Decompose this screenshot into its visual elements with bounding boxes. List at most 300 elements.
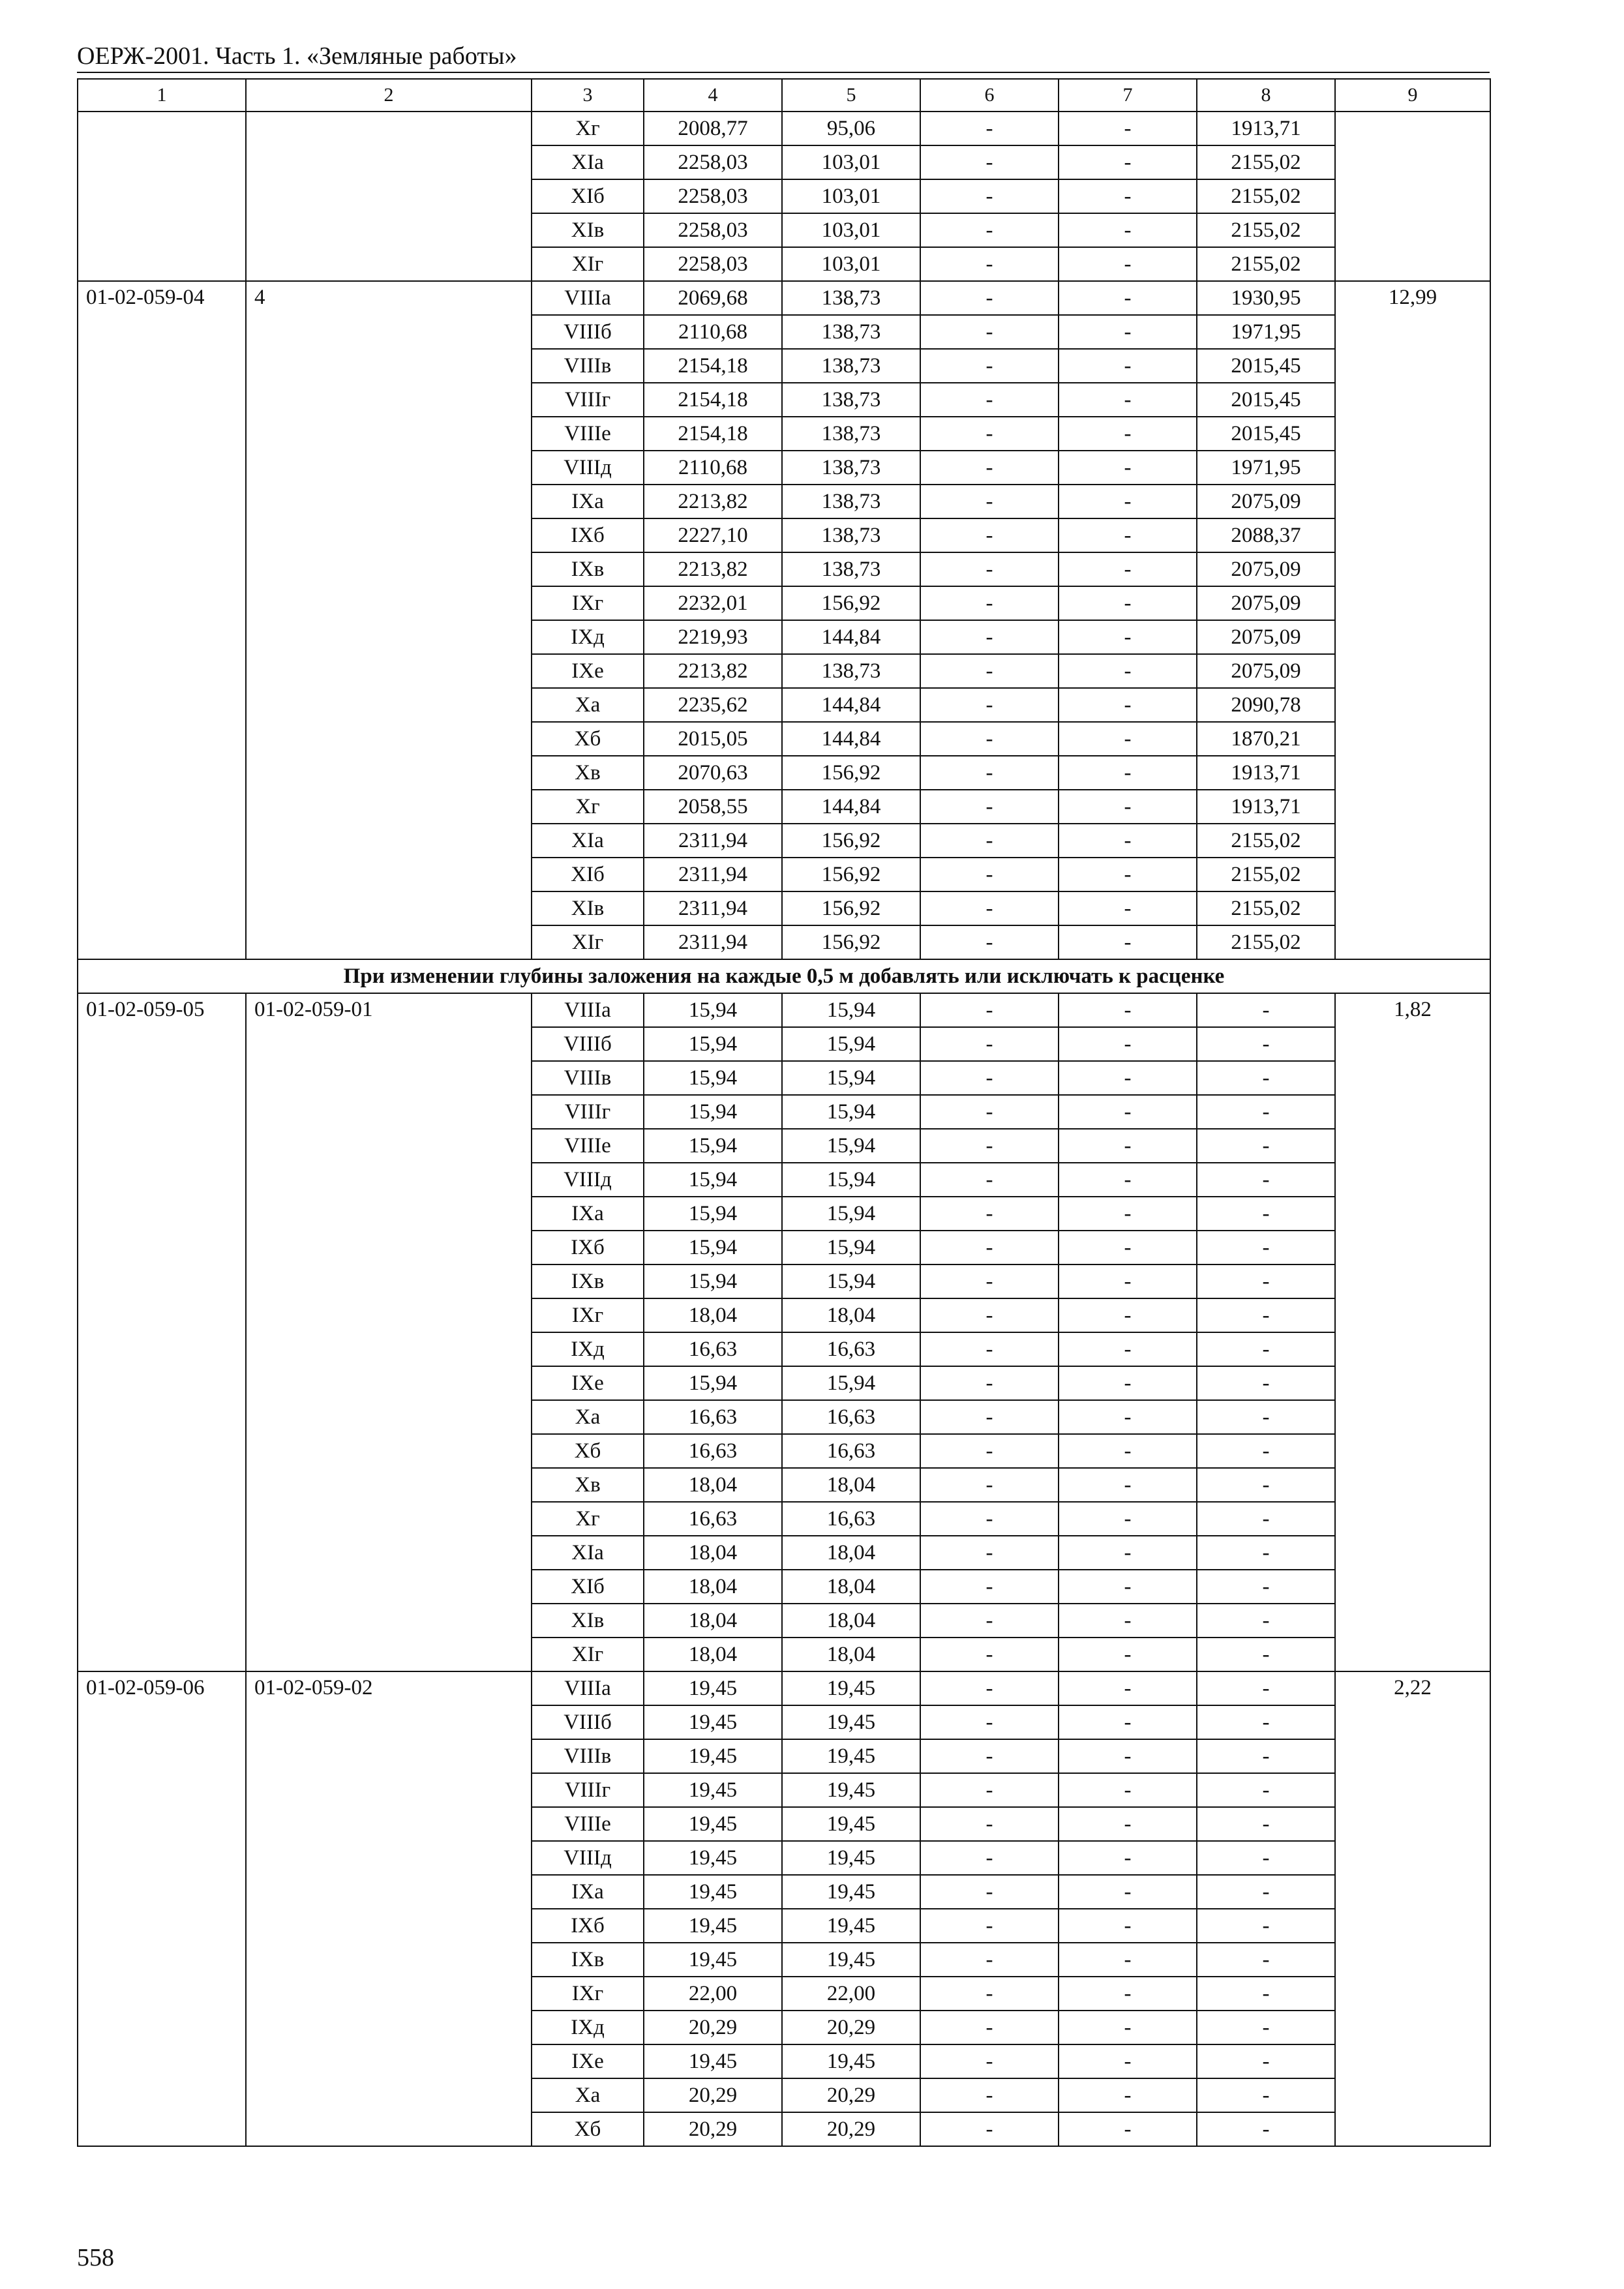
- total-cost-cell: 19,45: [644, 1807, 782, 1841]
- driver-wage-cell: -: [1059, 518, 1197, 552]
- materials-cell: 2155,02: [1197, 247, 1335, 281]
- reference-cell: 01-02-059-01: [246, 993, 532, 1671]
- materials-cell: -: [1197, 1570, 1335, 1604]
- driver-wage-cell: -: [1059, 1129, 1197, 1163]
- labor-hours-cell: [1335, 112, 1490, 281]
- machine-cost-cell: -: [920, 383, 1059, 417]
- table-body: [78, 112, 1490, 2146]
- wage-cell: 138,73: [782, 417, 920, 451]
- driver-wage-cell: -: [1059, 552, 1197, 586]
- wage-cell: 138,73: [782, 485, 920, 518]
- materials-cell: -: [1197, 1705, 1335, 1739]
- grade-cell: ХIб: [532, 858, 644, 891]
- materials-cell: 1930,95: [1197, 281, 1335, 315]
- wage-cell: 144,84: [782, 620, 920, 654]
- materials-cell: -: [1197, 1909, 1335, 1943]
- machine-cost-cell: -: [920, 1671, 1059, 1705]
- driver-wage-cell: -: [1059, 1536, 1197, 1570]
- grade-cell: ХIб: [532, 1570, 644, 1604]
- wage-cell: 20,29: [782, 2112, 920, 2146]
- materials-cell: -: [1197, 993, 1335, 1027]
- wage-cell: 18,04: [782, 1468, 920, 1502]
- total-cost-cell: 20,29: [644, 2078, 782, 2112]
- total-cost-cell: 19,45: [644, 1875, 782, 1909]
- machine-cost-cell: -: [920, 1773, 1059, 1807]
- total-cost-cell: 15,94: [644, 1129, 782, 1163]
- materials-cell: 1913,71: [1197, 790, 1335, 824]
- grade-cell: ХIг: [532, 247, 644, 281]
- machine-cost-cell: -: [920, 1027, 1059, 1061]
- total-cost-cell: 2110,68: [644, 451, 782, 485]
- grade-cell: Хг: [532, 790, 644, 824]
- page-header-title: ОЕРЖ-2001. Часть 1. «Земляные работы»: [77, 42, 517, 70]
- total-cost-cell: 19,45: [644, 1739, 782, 1773]
- machine-cost-cell: -: [920, 2044, 1059, 2078]
- reference-cell: [246, 112, 532, 281]
- total-cost-cell: 19,45: [644, 1841, 782, 1875]
- machine-cost-cell: -: [920, 1739, 1059, 1773]
- column-header-8: 8: [1197, 79, 1335, 112]
- materials-cell: -: [1197, 1027, 1335, 1061]
- total-cost-cell: 2213,82: [644, 485, 782, 518]
- grade-cell: IХа: [532, 1875, 644, 1909]
- materials-cell: -: [1197, 1061, 1335, 1095]
- machine-cost-cell: -: [920, 145, 1059, 179]
- grade-cell: VIIIб: [532, 315, 644, 349]
- materials-cell: -: [1197, 1841, 1335, 1875]
- machine-cost-cell: -: [920, 349, 1059, 383]
- materials-cell: -: [1197, 1264, 1335, 1298]
- driver-wage-cell: -: [1059, 1739, 1197, 1773]
- total-cost-cell: 2258,03: [644, 247, 782, 281]
- materials-cell: -: [1197, 1943, 1335, 1977]
- wage-cell: 15,94: [782, 1264, 920, 1298]
- materials-cell: -: [1197, 1536, 1335, 1570]
- column-header-2: 2: [246, 79, 532, 112]
- reference-cell: 4: [246, 281, 532, 959]
- total-cost-cell: 2110,68: [644, 315, 782, 349]
- driver-wage-cell: -: [1059, 858, 1197, 891]
- machine-cost-cell: -: [920, 1400, 1059, 1434]
- materials-cell: -: [1197, 1671, 1335, 1705]
- materials-cell: 2155,02: [1197, 213, 1335, 247]
- table-header: [78, 79, 1490, 112]
- driver-wage-cell: -: [1059, 1671, 1197, 1705]
- materials-cell: -: [1197, 1638, 1335, 1671]
- total-cost-cell: 18,04: [644, 1604, 782, 1638]
- column-header-5: 5: [782, 79, 920, 112]
- driver-wage-cell: -: [1059, 485, 1197, 518]
- materials-cell: -: [1197, 1197, 1335, 1231]
- wage-cell: 18,04: [782, 1570, 920, 1604]
- total-cost-cell: 15,94: [644, 1095, 782, 1129]
- driver-wage-cell: -: [1059, 756, 1197, 790]
- grade-cell: Хв: [532, 756, 644, 790]
- grade-cell: VIIIд: [532, 1163, 644, 1197]
- total-cost-cell: 18,04: [644, 1298, 782, 1332]
- grade-cell: VIIIа: [532, 1671, 644, 1705]
- table-row: [78, 112, 1490, 145]
- total-cost-cell: 15,94: [644, 1366, 782, 1400]
- wage-cell: 15,94: [782, 1163, 920, 1197]
- materials-cell: -: [1197, 1366, 1335, 1400]
- wage-cell: 19,45: [782, 1841, 920, 1875]
- materials-cell: -: [1197, 2078, 1335, 2112]
- wage-cell: 103,01: [782, 247, 920, 281]
- total-cost-cell: 2213,82: [644, 552, 782, 586]
- wage-cell: 15,94: [782, 1095, 920, 1129]
- materials-cell: 1870,21: [1197, 722, 1335, 756]
- grade-cell: VIIIв: [532, 349, 644, 383]
- column-header-7: 7: [1059, 79, 1197, 112]
- driver-wage-cell: -: [1059, 1366, 1197, 1400]
- driver-wage-cell: -: [1059, 1332, 1197, 1366]
- materials-cell: -: [1197, 1400, 1335, 1434]
- grade-cell: ХIв: [532, 213, 644, 247]
- materials-cell: -: [1197, 2044, 1335, 2078]
- total-cost-cell: 16,63: [644, 1332, 782, 1366]
- materials-cell: -: [1197, 1604, 1335, 1638]
- machine-cost-cell: -: [920, 2112, 1059, 2146]
- grade-cell: Хб: [532, 722, 644, 756]
- grade-cell: IХа: [532, 1197, 644, 1231]
- machine-cost-cell: -: [920, 1095, 1059, 1129]
- wage-cell: 18,04: [782, 1536, 920, 1570]
- wage-cell: 103,01: [782, 145, 920, 179]
- driver-wage-cell: -: [1059, 315, 1197, 349]
- total-cost-cell: 2311,94: [644, 824, 782, 858]
- grade-cell: VIIIе: [532, 1807, 644, 1841]
- wage-cell: 16,63: [782, 1332, 920, 1366]
- driver-wage-cell: -: [1059, 1095, 1197, 1129]
- grade-cell: ХIв: [532, 1604, 644, 1638]
- column-header-4: 4: [644, 79, 782, 112]
- driver-wage-cell: -: [1059, 1061, 1197, 1095]
- total-cost-cell: 15,94: [644, 993, 782, 1027]
- total-cost-cell: 2258,03: [644, 179, 782, 213]
- total-cost-cell: 2015,05: [644, 722, 782, 756]
- grade-cell: IХб: [532, 1909, 644, 1943]
- driver-wage-cell: -: [1059, 349, 1197, 383]
- machine-cost-cell: -: [920, 586, 1059, 620]
- column-header-9: 9: [1335, 79, 1490, 112]
- driver-wage-cell: -: [1059, 179, 1197, 213]
- grade-cell: IХд: [532, 1332, 644, 1366]
- total-cost-cell: 18,04: [644, 1468, 782, 1502]
- grade-cell: ХIг: [532, 1638, 644, 1671]
- wage-cell: 22,00: [782, 1977, 920, 2011]
- machine-cost-cell: -: [920, 1638, 1059, 1671]
- materials-cell: 2155,02: [1197, 925, 1335, 959]
- materials-cell: 2075,09: [1197, 654, 1335, 688]
- wage-cell: 18,04: [782, 1298, 920, 1332]
- labor-hours-cell: 2,22: [1335, 1671, 1490, 2146]
- grade-cell: ХIа: [532, 824, 644, 858]
- wage-cell: 19,45: [782, 1943, 920, 1977]
- wage-cell: 144,84: [782, 722, 920, 756]
- labor-hours-cell: 12,99: [1335, 281, 1490, 959]
- materials-cell: -: [1197, 1977, 1335, 2011]
- wage-cell: 95,06: [782, 112, 920, 145]
- wage-cell: 19,45: [782, 1671, 920, 1705]
- driver-wage-cell: -: [1059, 1434, 1197, 1468]
- driver-wage-cell: -: [1059, 1875, 1197, 1909]
- materials-cell: -: [1197, 1332, 1335, 1366]
- wage-cell: 18,04: [782, 1604, 920, 1638]
- driver-wage-cell: -: [1059, 247, 1197, 281]
- wage-cell: 15,94: [782, 1197, 920, 1231]
- machine-cost-cell: -: [920, 1875, 1059, 1909]
- grade-cell: IХд: [532, 620, 644, 654]
- labor-hours-cell: 1,82: [1335, 993, 1490, 1671]
- grade-cell: VIIIг: [532, 1095, 644, 1129]
- wage-cell: 144,84: [782, 688, 920, 722]
- materials-cell: 2155,02: [1197, 145, 1335, 179]
- wage-cell: 19,45: [782, 1807, 920, 1841]
- driver-wage-cell: -: [1059, 654, 1197, 688]
- machine-cost-cell: -: [920, 993, 1059, 1027]
- machine-cost-cell: -: [920, 552, 1059, 586]
- materials-cell: -: [1197, 1163, 1335, 1197]
- driver-wage-cell: -: [1059, 1502, 1197, 1536]
- wage-cell: 18,04: [782, 1638, 920, 1671]
- wage-cell: 144,84: [782, 790, 920, 824]
- wage-cell: 16,63: [782, 1400, 920, 1434]
- wage-cell: 138,73: [782, 349, 920, 383]
- wage-cell: 156,92: [782, 891, 920, 925]
- materials-cell: 1971,95: [1197, 451, 1335, 485]
- driver-wage-cell: -: [1059, 145, 1197, 179]
- materials-cell: 1971,95: [1197, 315, 1335, 349]
- total-cost-cell: 15,94: [644, 1264, 782, 1298]
- total-cost-cell: 15,94: [644, 1197, 782, 1231]
- total-cost-cell: 15,94: [644, 1163, 782, 1197]
- materials-cell: -: [1197, 1502, 1335, 1536]
- driver-wage-cell: -: [1059, 1570, 1197, 1604]
- machine-cost-cell: -: [920, 1264, 1059, 1298]
- driver-wage-cell: -: [1059, 1298, 1197, 1332]
- wage-cell: 15,94: [782, 1231, 920, 1264]
- grade-cell: IХа: [532, 485, 644, 518]
- grade-cell: ХIб: [532, 179, 644, 213]
- total-cost-cell: 2311,94: [644, 925, 782, 959]
- grade-cell: IХг: [532, 586, 644, 620]
- grade-cell: Хв: [532, 1468, 644, 1502]
- driver-wage-cell: -: [1059, 213, 1197, 247]
- total-cost-cell: 19,45: [644, 1671, 782, 1705]
- wage-cell: 19,45: [782, 1875, 920, 1909]
- wage-cell: 138,73: [782, 654, 920, 688]
- grade-cell: Ха: [532, 688, 644, 722]
- driver-wage-cell: -: [1059, 2044, 1197, 2078]
- wage-cell: 156,92: [782, 925, 920, 959]
- total-cost-cell: 2219,93: [644, 620, 782, 654]
- driver-wage-cell: -: [1059, 688, 1197, 722]
- machine-cost-cell: -: [920, 247, 1059, 281]
- machine-cost-cell: -: [920, 1604, 1059, 1638]
- machine-cost-cell: -: [920, 315, 1059, 349]
- machine-cost-cell: -: [920, 1366, 1059, 1400]
- materials-cell: -: [1197, 1875, 1335, 1909]
- wage-cell: 19,45: [782, 1909, 920, 1943]
- grade-cell: IХг: [532, 1298, 644, 1332]
- wage-cell: 19,45: [782, 1773, 920, 1807]
- total-cost-cell: 2311,94: [644, 858, 782, 891]
- rate-code-cell: 01-02-059-05: [78, 993, 246, 1671]
- total-cost-cell: 22,00: [644, 1977, 782, 2011]
- machine-cost-cell: -: [920, 518, 1059, 552]
- materials-cell: -: [1197, 1434, 1335, 1468]
- materials-cell: -: [1197, 1468, 1335, 1502]
- total-cost-cell: 2258,03: [644, 213, 782, 247]
- total-cost-cell: 2070,63: [644, 756, 782, 790]
- driver-wage-cell: -: [1059, 2078, 1197, 2112]
- total-cost-cell: 15,94: [644, 1061, 782, 1095]
- total-cost-cell: 18,04: [644, 1570, 782, 1604]
- total-cost-cell: 19,45: [644, 2044, 782, 2078]
- machine-cost-cell: -: [920, 1807, 1059, 1841]
- machine-cost-cell: -: [920, 281, 1059, 315]
- machine-cost-cell: -: [920, 620, 1059, 654]
- wage-cell: 20,29: [782, 2011, 920, 2044]
- grade-cell: IХб: [532, 518, 644, 552]
- wage-cell: 15,94: [782, 1129, 920, 1163]
- total-cost-cell: 16,63: [644, 1400, 782, 1434]
- driver-wage-cell: -: [1059, 1163, 1197, 1197]
- grade-cell: VIIIд: [532, 1841, 644, 1875]
- total-cost-cell: 2213,82: [644, 654, 782, 688]
- total-cost-cell: 19,45: [644, 1705, 782, 1739]
- wage-cell: 103,01: [782, 179, 920, 213]
- grade-cell: ХIа: [532, 1536, 644, 1570]
- machine-cost-cell: -: [920, 1705, 1059, 1739]
- total-cost-cell: 2154,18: [644, 383, 782, 417]
- table-row: [78, 1671, 1490, 1705]
- materials-cell: -: [1197, 1739, 1335, 1773]
- driver-wage-cell: -: [1059, 993, 1197, 1027]
- machine-cost-cell: -: [920, 688, 1059, 722]
- wage-cell: 138,73: [782, 383, 920, 417]
- machine-cost-cell: -: [920, 1570, 1059, 1604]
- column-header-1: 1: [78, 79, 246, 112]
- driver-wage-cell: -: [1059, 1705, 1197, 1739]
- machine-cost-cell: -: [920, 451, 1059, 485]
- driver-wage-cell: -: [1059, 925, 1197, 959]
- total-cost-cell: 2311,94: [644, 891, 782, 925]
- machine-cost-cell: -: [920, 179, 1059, 213]
- grade-cell: VIIIе: [532, 417, 644, 451]
- grade-cell: Ха: [532, 2078, 644, 2112]
- grade-cell: IХг: [532, 1977, 644, 2011]
- wage-cell: 16,63: [782, 1434, 920, 1468]
- driver-wage-cell: -: [1059, 1400, 1197, 1434]
- driver-wage-cell: -: [1059, 2011, 1197, 2044]
- wage-cell: 138,73: [782, 281, 920, 315]
- grade-cell: VIIIа: [532, 993, 644, 1027]
- table-row: [78, 281, 1490, 315]
- total-cost-cell: 2069,68: [644, 281, 782, 315]
- wage-cell: 15,94: [782, 1027, 920, 1061]
- driver-wage-cell: -: [1059, 451, 1197, 485]
- machine-cost-cell: -: [920, 925, 1059, 959]
- wage-cell: 138,73: [782, 451, 920, 485]
- column-header-3: 3: [532, 79, 644, 112]
- grade-cell: IХе: [532, 654, 644, 688]
- machine-cost-cell: -: [920, 485, 1059, 518]
- machine-cost-cell: -: [920, 824, 1059, 858]
- total-cost-cell: 16,63: [644, 1434, 782, 1468]
- total-cost-cell: 2235,62: [644, 688, 782, 722]
- driver-wage-cell: -: [1059, 1773, 1197, 1807]
- driver-wage-cell: -: [1059, 281, 1197, 315]
- machine-cost-cell: -: [920, 722, 1059, 756]
- materials-cell: -: [1197, 1807, 1335, 1841]
- materials-cell: 1913,71: [1197, 112, 1335, 145]
- wage-cell: 156,92: [782, 756, 920, 790]
- wage-cell: 16,63: [782, 1502, 920, 1536]
- machine-cost-cell: -: [920, 1536, 1059, 1570]
- materials-cell: 2155,02: [1197, 891, 1335, 925]
- rate-code-cell: 01-02-059-04: [78, 281, 246, 959]
- machine-cost-cell: -: [920, 1909, 1059, 1943]
- wage-cell: 103,01: [782, 213, 920, 247]
- driver-wage-cell: -: [1059, 1264, 1197, 1298]
- materials-cell: 2155,02: [1197, 179, 1335, 213]
- total-cost-cell: 18,04: [644, 1536, 782, 1570]
- driver-wage-cell: -: [1059, 1197, 1197, 1231]
- total-cost-cell: 15,94: [644, 1231, 782, 1264]
- driver-wage-cell: -: [1059, 891, 1197, 925]
- driver-wage-cell: -: [1059, 1231, 1197, 1264]
- rates-table: [77, 78, 1491, 2147]
- driver-wage-cell: -: [1059, 1807, 1197, 1841]
- grade-cell: VIIIа: [532, 281, 644, 315]
- rate-code-cell: [78, 112, 246, 281]
- grade-cell: VIIIв: [532, 1739, 644, 1773]
- machine-cost-cell: -: [920, 1434, 1059, 1468]
- driver-wage-cell: -: [1059, 586, 1197, 620]
- wage-cell: 19,45: [782, 1739, 920, 1773]
- materials-cell: 1913,71: [1197, 756, 1335, 790]
- machine-cost-cell: -: [920, 1943, 1059, 1977]
- total-cost-cell: 2258,03: [644, 145, 782, 179]
- grade-cell: IХв: [532, 1264, 644, 1298]
- column-number-row: [78, 79, 1490, 112]
- machine-cost-cell: -: [920, 1977, 1059, 2011]
- driver-wage-cell: -: [1059, 824, 1197, 858]
- materials-cell: -: [1197, 1129, 1335, 1163]
- total-cost-cell: 2008,77: [644, 112, 782, 145]
- machine-cost-cell: -: [920, 2078, 1059, 2112]
- driver-wage-cell: -: [1059, 417, 1197, 451]
- machine-cost-cell: -: [920, 858, 1059, 891]
- grade-cell: IХв: [532, 552, 644, 586]
- header-divider: [77, 72, 1490, 73]
- machine-cost-cell: -: [920, 112, 1059, 145]
- total-cost-cell: 19,45: [644, 1943, 782, 1977]
- total-cost-cell: 19,45: [644, 1773, 782, 1807]
- machine-cost-cell: -: [920, 654, 1059, 688]
- grade-cell: VIIIе: [532, 1129, 644, 1163]
- wage-cell: 15,94: [782, 993, 920, 1027]
- driver-wage-cell: -: [1059, 1841, 1197, 1875]
- wage-cell: 156,92: [782, 858, 920, 891]
- total-cost-cell: 2232,01: [644, 586, 782, 620]
- driver-wage-cell: -: [1059, 1604, 1197, 1638]
- wage-cell: 15,94: [782, 1366, 920, 1400]
- grade-cell: Ха: [532, 1400, 644, 1434]
- grade-cell: IХд: [532, 2011, 644, 2044]
